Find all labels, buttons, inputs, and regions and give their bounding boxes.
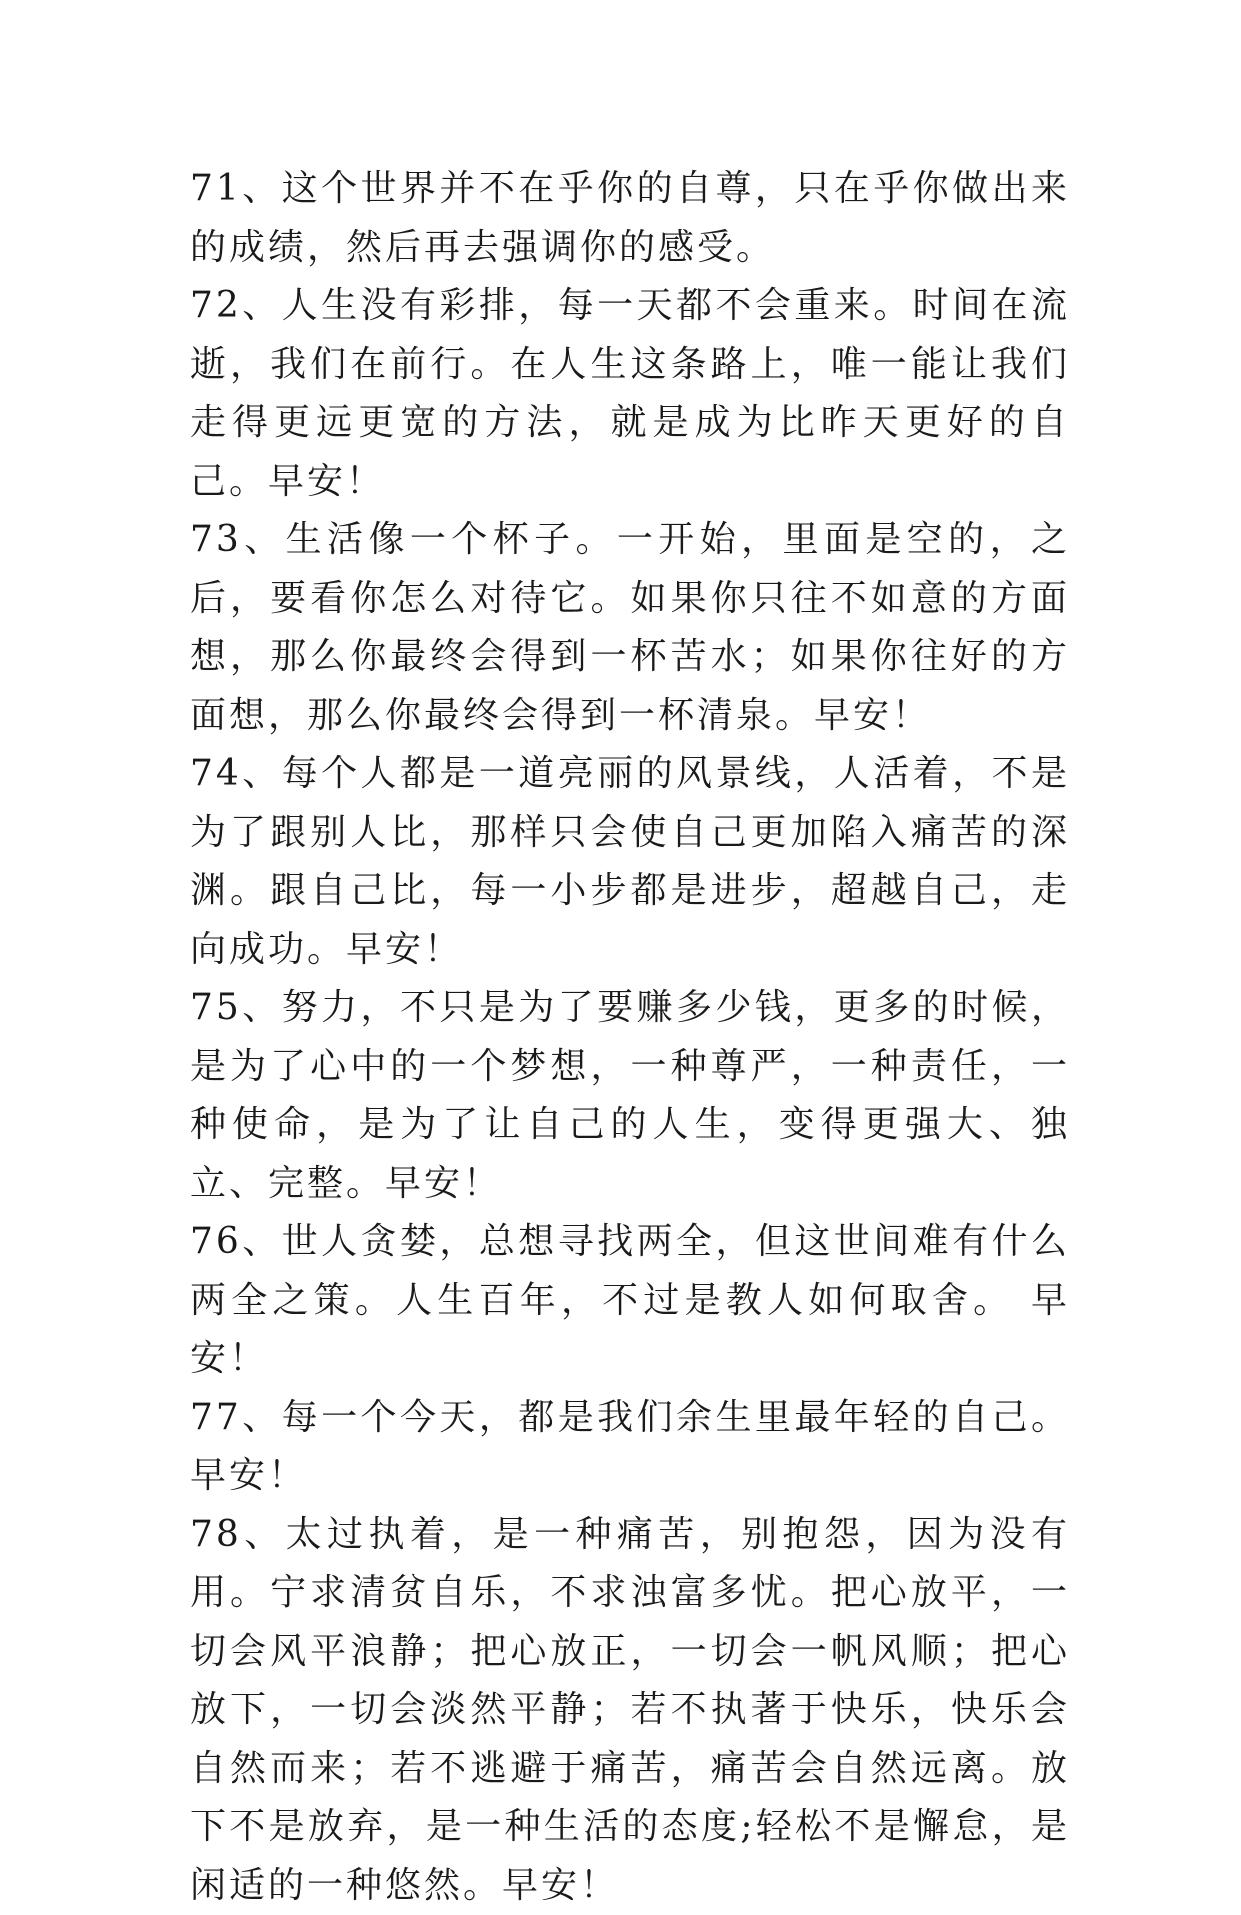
- paragraph-76: 76、世人贪婪，总想寻找两全，但这世间难有什么两全之策。人生百年，不过是教人如何取舍。 早安！: [190, 1213, 1070, 1389]
- paragraph-77: 77、每一个今天，都是我们余生里最年轻的自己。早安！: [190, 1389, 1070, 1506]
- paragraph-71: 71、这个世界并不在乎你的自尊，只在乎你做出来的成绩，然后再去强调你的感受。: [190, 160, 1070, 277]
- paragraph-74: 74、每个人都是一道亮丽的风景线，人活着，不是为了跟别人比，那样只会使自己更加陷入痛苦的深渊。跟自己比，每一小步都是进步，超越自己，走向成功。早安！: [190, 745, 1070, 979]
- paragraph-78: 78、太过执着，是一种痛苦，别抱怨，因为没有用。宁求清贫自乐，不求浊富多忧。把心放平，一切会风平浪静；把心放正，一切会一帆风顺；把心放下，一切会淡然平静；若不执著于快乐，快乐会自然而来；若不逃避于痛苦，痛苦会自然远离。放下不是放弃，是一种生活的态度;轻松不是懈怠，是闲适的一种悠然。早安！: [190, 1506, 1070, 1915]
- paragraph-72: 72、人生没有彩排，每一天都不会重来。时间在流逝，我们在前行。在人生这条路上，唯一能让我们走得更远更宽的方法，就是成为比昨天更好的自己。早安！: [190, 277, 1070, 511]
- document-body: [190, 160, 1070, 1915]
- paragraph-73: 73、生活像一个杯子。一开始，里面是空的，之后，要看你怎么对待它。如果你只往不如意的方面想，那么你最终会得到一杯苦水；如果你往好的方面想，那么你最终会得到一杯清泉。早安！: [190, 511, 1070, 745]
- paragraph-75: 75、努力，不只是为了要赚多少钱，更多的时候，是为了心中的一个梦想，一种尊严，一种责任，一种使命，是为了让自己的人生，变得更强大、独立、完整。早安！: [190, 979, 1070, 1213]
